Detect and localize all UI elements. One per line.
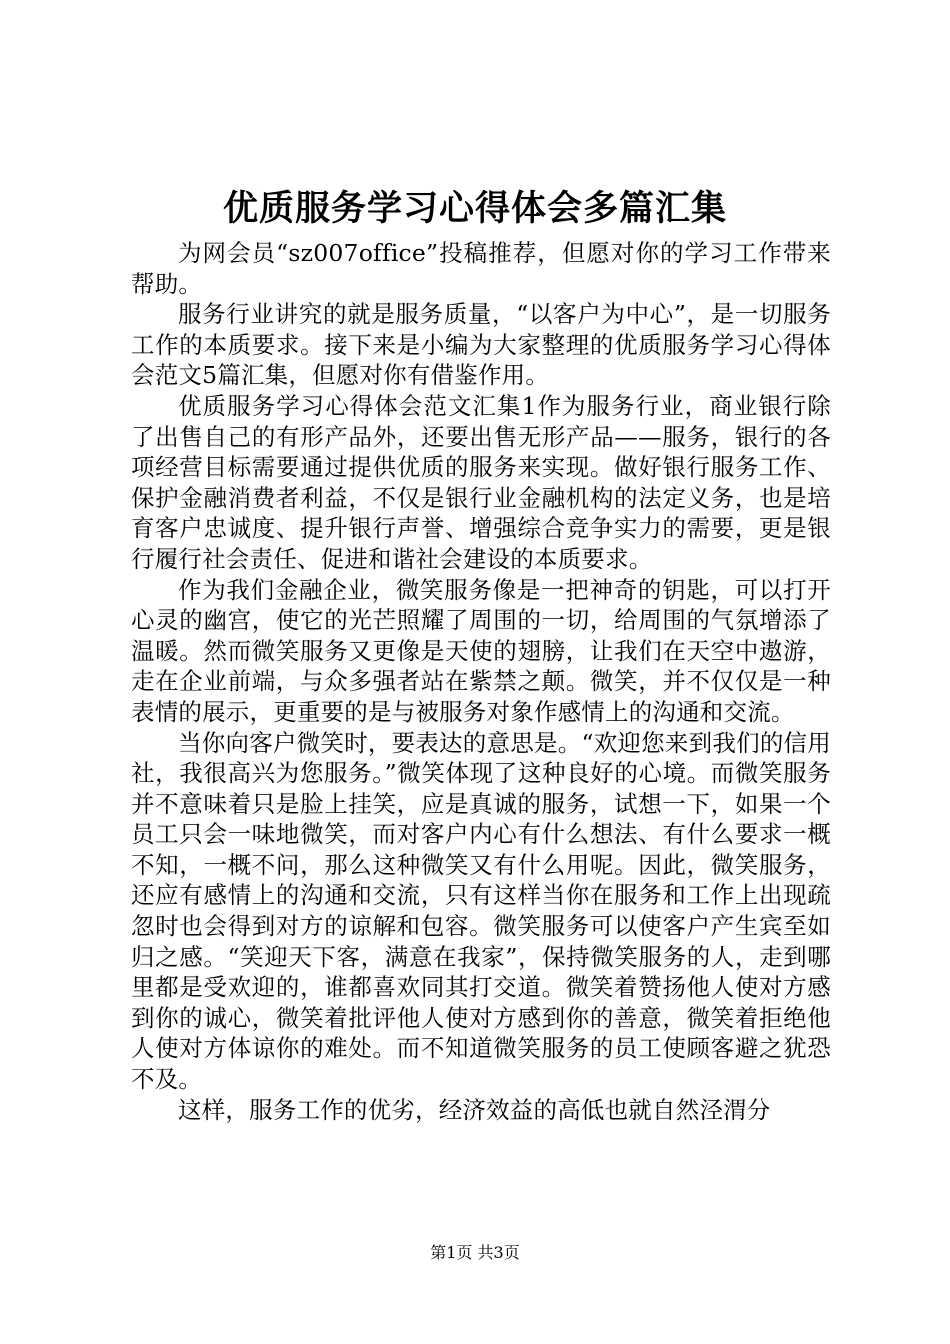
paragraph: 为网会员“sz007office”投稿推荐，但愿对你的学习工作带来帮助。 [131, 239, 831, 298]
document-title: 优质服务学习心得体会多篇汇集 [222, 188, 727, 229]
page-number-footer: 第1页 共3页 [430, 1243, 520, 1262]
paragraph: 这样，服务工作的优劣，经济效益的高低也就自然泾渭分 [178, 1095, 771, 1124]
paragraph: 服务行业讲究的就是服务质量，“以客户为中心”，是一切服务工作的本质要求。接下来是小编为大家整理的优质服务学习心得体会范文5篇汇集，但愿对你有借鉴作用。 [131, 300, 831, 390]
paragraph: 优质服务学习心得体会范文汇集1作为服务行业，商业银行除了出售自己的有形产品外，还要出售无形产品——服务，银行的各项经营目标需要通过提供优质的服务来实现。做好银行服务工作、保护金融消费者利益，不仅是银行业金融机构的法定义务，也是培育客户忠诚度、提升银行声誉、增强综合竞争实力的需要，更是银行履行社会责任、促进和谐社会建设的本质要求。 [131, 391, 831, 573]
document-body [131, 238, 831, 1125]
paragraph: 当你向客户微笑时，要表达的意思是。“欢迎您来到我们的信用社，我很高兴为您服务。”微笑体现了这种良好的心境。而微笑服务并不意味着只是脸上挂笑，应是真诚的服务，试想一下，如果一个员工只会一味地微笑，而对客户内心有什么想法、有什么要求一概不知，一概不问，那么这种微笑又有什么用呢。因此，微笑服务，还应有感情上的沟通和交流，只有这样当你在服务和工作上出现疏忽时也会得到对方的谅解和包容。微笑服务可以使客户产生宾至如归之感。“笑迎天下客，满意在我家”，保持微笑服务的人，走到哪里都是受欢迎的，谁都喜欢同其打交道。微笑着赞扬他人使对方感到你的诚心，微笑着批评他人使对方感到你的善意，微笑着拒绝他人使对方体谅你的难处。而不知道微笑服务的员工使顾客避之犹恐不及。 [131, 728, 831, 1094]
paragraph: 作为我们金融企业，微笑服务像是一把神奇的钥匙，可以打开心灵的幽宫，使它的光芒照耀了周围的一切，给周围的气氛增添了温暖。然而微笑服务又更像是天使的翅膀，让我们在天空中遨游，走在企业前端，与众多强者站在紫禁之颠。微笑，并不仅仅是一种表情的展示，更重要的是与被服务对象作感情上的沟通和交流。 [131, 575, 831, 726]
